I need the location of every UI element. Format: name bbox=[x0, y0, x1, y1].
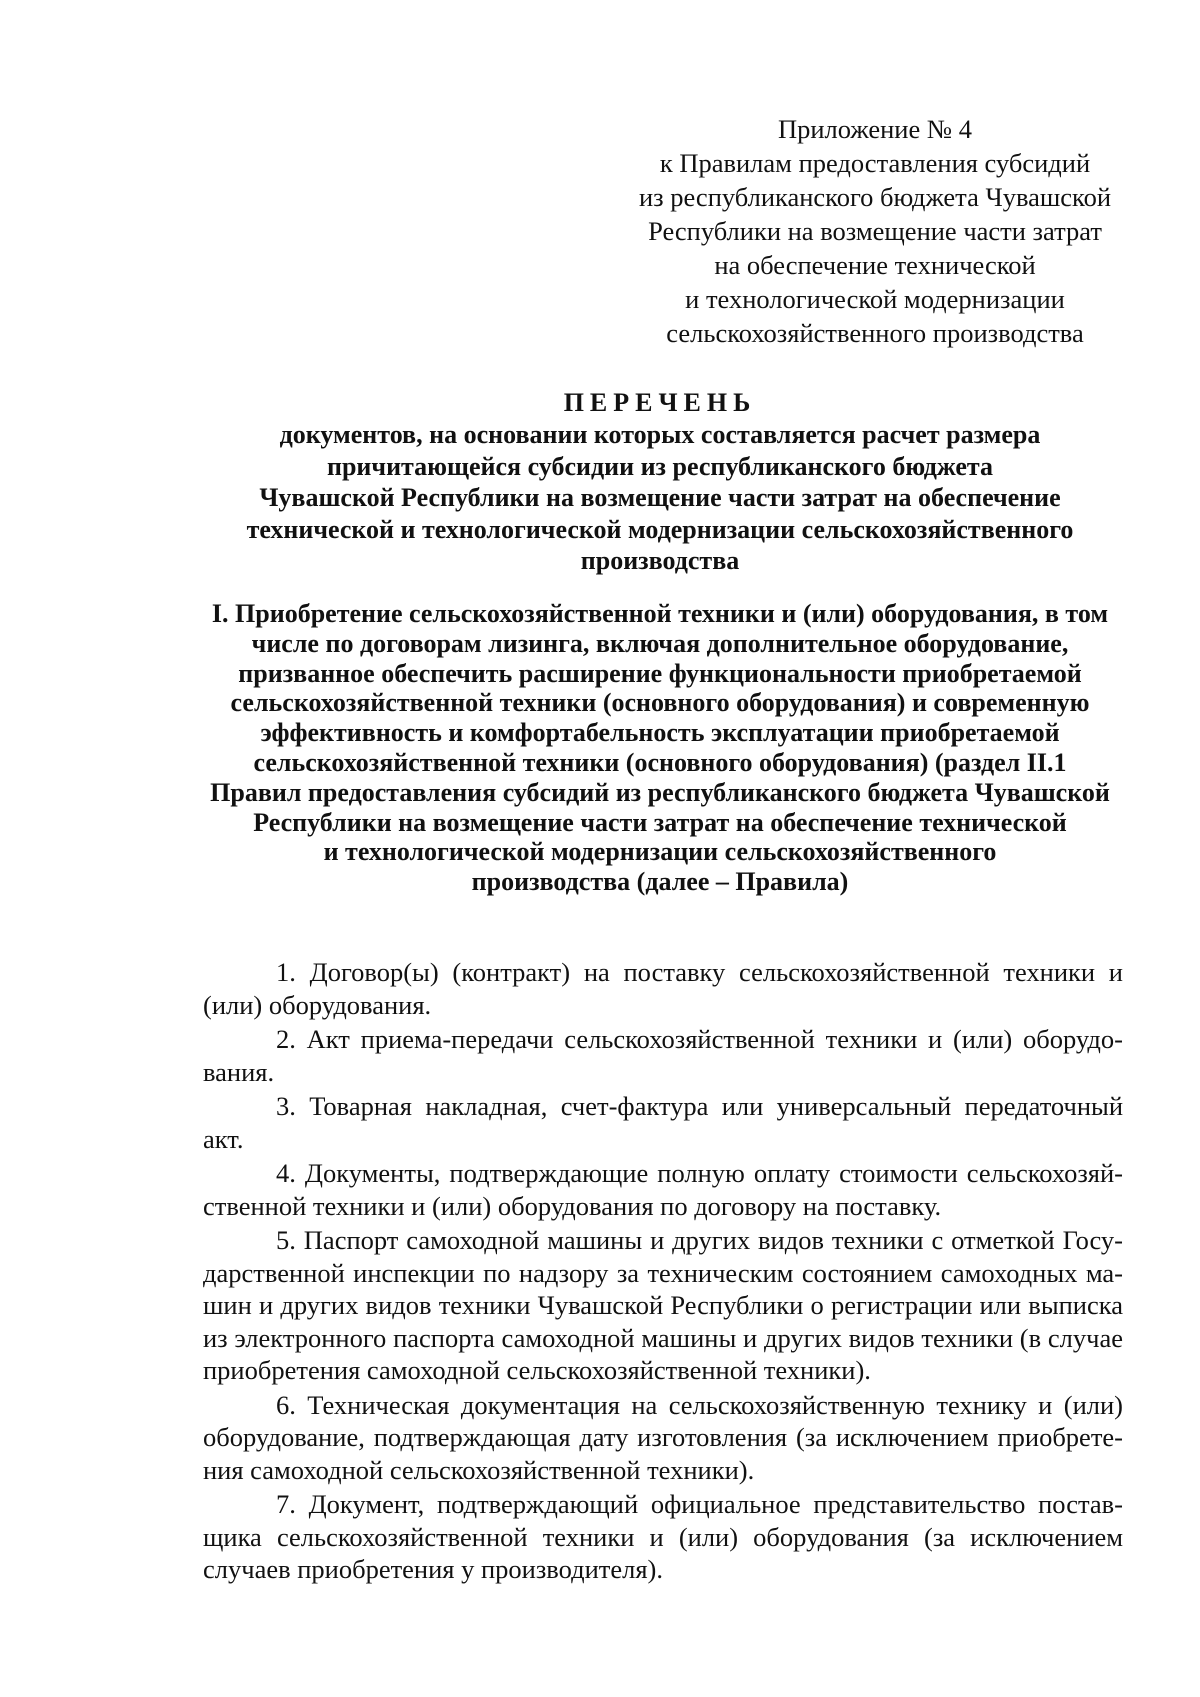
document-title: ПЕРЕЧЕНЬ bbox=[563, 388, 757, 417]
subtitle-line: технической и технологической модернизации сельскохозяйственного bbox=[246, 514, 1074, 544]
section-heading-line: сельскохозяйственной техники (основного оборудования) и современную bbox=[230, 688, 1090, 718]
section-heading-line: числе по договорам лизинга, включая дополнительное оборудование, bbox=[251, 628, 1069, 658]
appendix-line: сельскохозяйственного производства bbox=[666, 318, 1084, 348]
section-heading-line: эффективность и комфортабельность эксплуатации приобретаемой bbox=[260, 718, 1060, 748]
document-subtitle bbox=[0, 419, 1200, 577]
subtitle-line: документов, на основании которых составляется расчет размера bbox=[279, 420, 1041, 449]
section-heading-line: I. Приобретение сельскохозяйственной техники и (или) оборудования, в том bbox=[211, 599, 1109, 628]
subtitle-line: производства bbox=[580, 546, 740, 575]
list-item: 5. Паспорт самоходной машины и других видов техники с отметкой Государственной инспекции по надзору за техническим состоянием самоходных машин и других видов техники Чувашской Республики о регистрации или выписка из электронного паспорта самоходной машины и других видов техники (в случае приобретения самоходной сельскохозяйственной техники). bbox=[203, 1225, 1123, 1385]
appendix-line: к Правилам предоставления субсидий bbox=[659, 148, 1091, 178]
list-item: 7. Документ, подтверждающий официальное представительство поставщика сельскохозяйственной техники и (или) оборудования (за исключением случаев приобретения у производителя). bbox=[203, 1489, 1123, 1584]
section-heading-line: производства (далее – Правила) bbox=[471, 867, 849, 897]
appendix-header bbox=[610, 112, 1140, 350]
section-heading bbox=[0, 599, 1200, 897]
appendix-line: на обеспечение технической bbox=[714, 250, 1036, 280]
list-item: 4. Документы, подтверждающие полную оплату стоимости сельскохозяйственной техники и (или) оборудования по договору на поставку. bbox=[203, 1158, 1123, 1221]
appendix-line: Приложение № 4 bbox=[777, 114, 972, 144]
document-list bbox=[203, 956, 1123, 1588]
section-heading-line: призванное обеспечить расширение функциональности приобретаемой bbox=[238, 658, 1082, 688]
section-heading-line: и технологической модернизации сельскохозяйственного bbox=[323, 837, 997, 867]
list-item: 6. Техническая документация на сельскохозяйственную технику и (или) оборудование, подтверждающая дату изготовления (за исключением приобретения самоходной сельскохозяйственной техники). bbox=[203, 1389, 1123, 1485]
list-item: 2. Акт приема-передачи сельскохозяйственной техники и (или) оборудования. bbox=[203, 1024, 1123, 1087]
appendix-line: из республиканского бюджета Чувашской bbox=[638, 182, 1112, 212]
appendix-line: и технологической модернизации bbox=[685, 284, 1065, 314]
list-item: 3. Товарная накладная, счет-фактура или универсальный передаточный акт. bbox=[203, 1091, 1123, 1154]
subtitle-line: причитающейся субсидии из республиканского бюджета bbox=[326, 451, 993, 481]
subtitle-line: Чувашской Республики на возмещение части затрат на обеспечение bbox=[259, 483, 1061, 512]
appendix-line: Республики на возмещение части затрат bbox=[648, 216, 1102, 246]
section-heading-line: Правил предоставления субсидий из республиканского бюджета Чувашской bbox=[210, 777, 1110, 807]
section-heading-line: сельскохозяйственной техники (основного оборудования) (раздел II.1 bbox=[253, 747, 1067, 777]
list-item: 1. Договор(ы) (контракт) на поставку сельскохозяйственной техники и (или) оборудования. bbox=[203, 957, 1123, 1020]
section-heading-line: Республики на возмещение части затрат на обеспечение технической bbox=[253, 807, 1067, 837]
